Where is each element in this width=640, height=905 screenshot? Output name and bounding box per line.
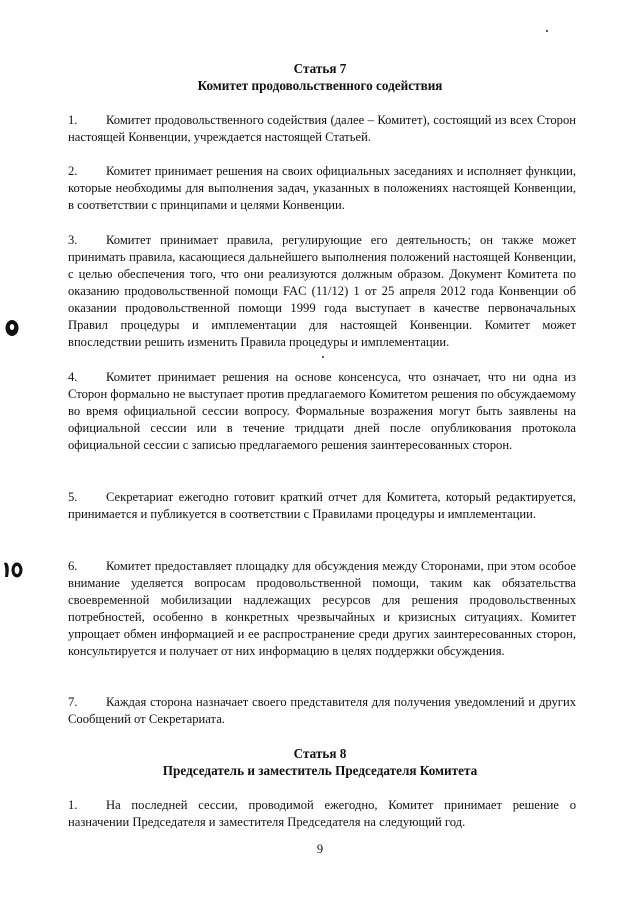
paragraph-number: 5. <box>68 490 78 504</box>
article-7-paragraph-7 <box>68 694 576 728</box>
speck-mark <box>546 30 548 32</box>
article-7-paragraph-4 <box>68 369 576 454</box>
paragraph-number: 6. <box>68 559 78 573</box>
paragraph-number: 2. <box>68 164 78 178</box>
paragraph-text: На последней сессии, проводимой ежегодно, Комитет принимает решение о назначении Председателя и заместителя Председателя на следующий год. <box>68 798 576 829</box>
paragraph-number: 1. <box>68 113 78 127</box>
paragraph-text: Комитет продовольственного содействия (далее – Комитет), состоящий из всех Сторон настоящей Конвенции, учреждается настоящей Статьей. <box>68 113 576 144</box>
paragraph-number: 7. <box>68 695 78 709</box>
paragraph-text: Комитет принимает решения на своих официальных заседаниях и исполняет функции, которые необходимы для выполнения задач, указанных в положениях настоящей Конвенции, в соответствии с принципами и целями Конвенции. <box>68 164 576 212</box>
paragraph-number: 1. <box>68 798 78 812</box>
paragraph-text: Комитет принимает правила, регулирующие его деятельность; он также может принимать правила, касающиеся дальнейшего выполнения положений настоящей Конвенции, с целью обеспечения того, что они реализуются должным образом. Документ Комитета по оказанию продовольственной помощи FAC (11/12) 1 от 25 апреля 2012 года Конвенции об оказании продовольственной помощи 1999 года выступает в качестве первоначальных Правил процедуры и имплементации для настоящей Конвенции. Комитет может впоследствии решить изменить Правила процедуры и имплементации. <box>68 233 576 349</box>
paragraph-number: 4. <box>68 370 78 384</box>
article-7-paragraph-3 <box>68 232 576 351</box>
speck-mark <box>322 356 324 358</box>
article-7-paragraph-6 <box>68 558 576 660</box>
article-8-paragraph-1 <box>68 797 576 831</box>
article-7-subtitle: Комитет продовольственного содействия <box>197 78 443 93</box>
paragraph-text: Комитет предоставляет площадку для обсуждения между Сторонами, при этом особое внимание уделяется вопросам продовольственной помощи, таким как обязательства своевременной мобилизации надлежащих ресурсов для решения продовольственных потребностей, особенно в конкретных чрезвычайных и кризисных ситуациях. Комитет упрощает обмен информацией и ее распространение среди других заинтересованных сторон, консультируется и получает от них информацию в целях поддержки обсуждения. <box>68 559 576 658</box>
paragraph-text: Секретариат ежегодно готовит краткий отчет для Комитета, который редактируется, принимается и публикуется в соответствии с Правилами процедуры и имплементации. <box>68 490 576 521</box>
paragraph-text: Каждая сторона назначает своего представителя для получения уведомлений и других Сообщений от Секретариата. <box>68 695 576 726</box>
article-8-subtitle: Председатель и заместитель Председателя Комитета <box>162 763 478 778</box>
punch-hole-mark <box>4 318 20 338</box>
article-7-paragraph-2 <box>68 163 576 214</box>
article-8-title: Статья 8 <box>293 746 347 761</box>
paragraph-text: Комитет принимает решения на основе консенсуса, что означает, что ни одна из Сторон формально не выступает против предлагаемого Комитетом решения по обсуждаемому во время официальной сессии вопросу. Формальные возражения могут быть заявлены на официальной сессии или в течение тридцати дней после опубликования протокола официальной сессии с записью предлагаемого решения заинтересованных сторон. <box>68 370 576 452</box>
article-7-paragraph-1 <box>68 112 576 146</box>
paragraph-number: 3. <box>68 233 78 247</box>
article-7-paragraph-5 <box>68 489 576 523</box>
punch-hole-mark <box>2 560 24 580</box>
article-7-title: Статья 7 <box>293 61 347 76</box>
page-number: 9 <box>316 842 324 856</box>
